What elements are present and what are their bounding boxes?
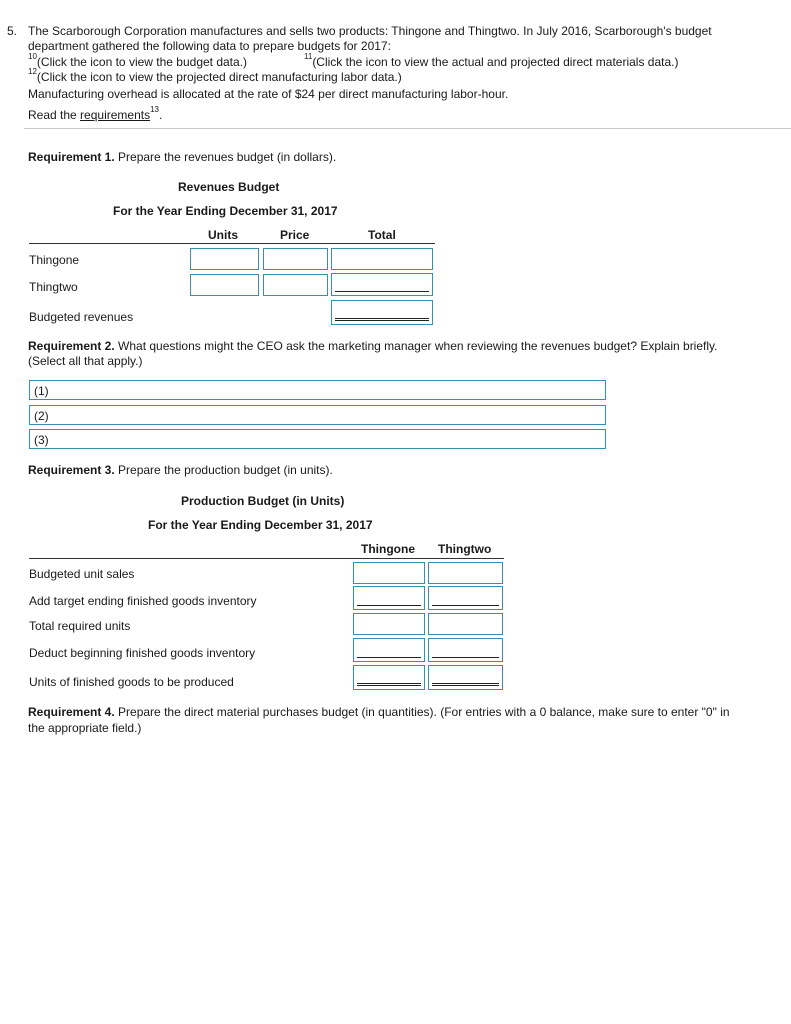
requirement-2-heading bbox=[28, 339, 717, 353]
units-to-be-produced-thingtwo-input[interactable] bbox=[428, 665, 503, 690]
beginning-inventory-thingone-input[interactable] bbox=[353, 638, 425, 662]
question-number: 5. bbox=[7, 24, 18, 38]
question-text-line1: The Scarborough Corporation manufactures and sells two products: Thingone and Thingtwo. In July 2016, Scarborough's budget bbox=[28, 24, 712, 38]
revenues-budget-title: Revenues Budget bbox=[178, 180, 280, 194]
question-text-line2: department gathered the following data to prepare budgets for 2017: bbox=[28, 39, 391, 53]
requirement-3-heading bbox=[28, 463, 333, 477]
thingtwo-units-input[interactable] bbox=[190, 274, 259, 296]
budgeted-revenues-input[interactable] bbox=[331, 300, 433, 325]
requirement-1-heading bbox=[28, 150, 336, 164]
read-requirements bbox=[28, 105, 163, 122]
production-budget-subtitle: For the Year Ending December 31, 2017 bbox=[148, 518, 373, 532]
answer-option-1-label: (1) bbox=[34, 384, 49, 398]
thingone-total-input[interactable] bbox=[331, 248, 433, 270]
row-label-units-to-be-produced: Units of finished goods to be produced bbox=[29, 675, 234, 689]
budgeted-unit-sales-thingtwo-input[interactable] bbox=[428, 562, 503, 584]
link-reference-11: 11 bbox=[304, 52, 313, 61]
link-reference-12: 12 bbox=[28, 67, 37, 76]
revenues-header-rule bbox=[29, 243, 435, 244]
labor-data-link-text[interactable]: (Click the icon to view the projected direct manufacturing labor data.) bbox=[36, 70, 402, 84]
requirement-2-text: What questions might the CEO ask the marketing manager when reviewing the revenues budget? Explain briefly. bbox=[114, 339, 718, 353]
answer-option-3[interactable] bbox=[29, 429, 606, 449]
section-divider bbox=[24, 128, 791, 129]
requirement-3-label: Requirement 3. bbox=[28, 463, 115, 477]
thingtwo-price-input[interactable] bbox=[263, 274, 328, 296]
budget-data-link[interactable] bbox=[28, 52, 248, 69]
overhead-text: Manufacturing overhead is allocated at the rate of $24 per direct manufacturing labor-hour. bbox=[28, 87, 509, 101]
direct-materials-data-link[interactable] bbox=[304, 52, 679, 69]
thingone-price-input[interactable] bbox=[263, 248, 328, 270]
col-thingtwo: Thingtwo bbox=[438, 542, 492, 556]
col-total: Total bbox=[368, 228, 396, 242]
read-suffix: . bbox=[158, 108, 163, 122]
row-label-beginning-inventory: Deduct beginning finished goods inventory bbox=[29, 646, 256, 660]
total-required-units-thingtwo-input[interactable] bbox=[428, 613, 503, 635]
thingone-units-input[interactable] bbox=[190, 248, 259, 270]
target-ending-inventory-thingone-input[interactable] bbox=[353, 586, 425, 610]
requirement-2-label: Requirement 2. bbox=[28, 339, 115, 353]
budget-data-link-text[interactable]: (Click the icon to view the budget data.) bbox=[36, 55, 248, 69]
production-budget-title: Production Budget (in Units) bbox=[181, 494, 345, 508]
total-required-units-thingone-input[interactable] bbox=[353, 613, 425, 635]
row-label-thingtwo: Thingtwo bbox=[29, 280, 78, 294]
requirements-link[interactable]: requirements bbox=[80, 108, 151, 122]
answer-option-3-label: (3) bbox=[34, 433, 49, 447]
row-label-budgeted-unit-sales: Budgeted unit sales bbox=[29, 567, 135, 581]
row-label-budgeted-revenues: Budgeted revenues bbox=[29, 310, 134, 324]
answer-option-1[interactable] bbox=[29, 380, 606, 400]
budgeted-unit-sales-thingone-input[interactable] bbox=[353, 562, 425, 584]
col-units: Units bbox=[208, 228, 238, 242]
direct-materials-data-link-text[interactable]: (Click the icon to view the actual and projected direct materials data.) bbox=[312, 55, 679, 69]
link-reference-13: 13 bbox=[150, 105, 159, 114]
requirement-4-text: Prepare the direct material purchases budget (in quantities). (For entries with a 0 balance, make sure to enter "0" in bbox=[114, 705, 730, 719]
requirement-1-text: Prepare the revenues budget (in dollars). bbox=[114, 150, 337, 164]
col-thingone: Thingone bbox=[361, 542, 415, 556]
answer-option-2[interactable] bbox=[29, 405, 606, 425]
answer-option-2-label: (2) bbox=[34, 409, 49, 423]
requirement-4-heading bbox=[28, 705, 730, 719]
col-price: Price bbox=[280, 228, 310, 242]
production-header-rule bbox=[29, 558, 504, 559]
requirement-2-instruction: (Select all that apply.) bbox=[28, 354, 143, 368]
requirement-4-label: Requirement 4. bbox=[28, 705, 115, 719]
revenues-budget-subtitle: For the Year Ending December 31, 2017 bbox=[113, 204, 338, 218]
beginning-inventory-thingtwo-input[interactable] bbox=[428, 638, 503, 662]
read-prefix: Read the bbox=[28, 108, 81, 122]
link-reference-10: 10 bbox=[28, 52, 37, 61]
requirement-3-text: Prepare the production budget (in units). bbox=[114, 463, 333, 477]
labor-data-link[interactable] bbox=[28, 67, 402, 84]
target-ending-inventory-thingtwo-input[interactable] bbox=[428, 586, 503, 610]
row-label-thingone: Thingone bbox=[29, 253, 80, 267]
requirement-1-label: Requirement 1. bbox=[28, 150, 115, 164]
thingtwo-total-input[interactable] bbox=[331, 273, 433, 296]
units-to-be-produced-thingone-input[interactable] bbox=[353, 665, 425, 690]
requirement-4-text-line2: the appropriate field.) bbox=[28, 721, 142, 735]
row-label-total-required-units: Total required units bbox=[29, 619, 131, 633]
row-label-target-ending-inventory: Add target ending finished goods inventory bbox=[29, 594, 257, 608]
